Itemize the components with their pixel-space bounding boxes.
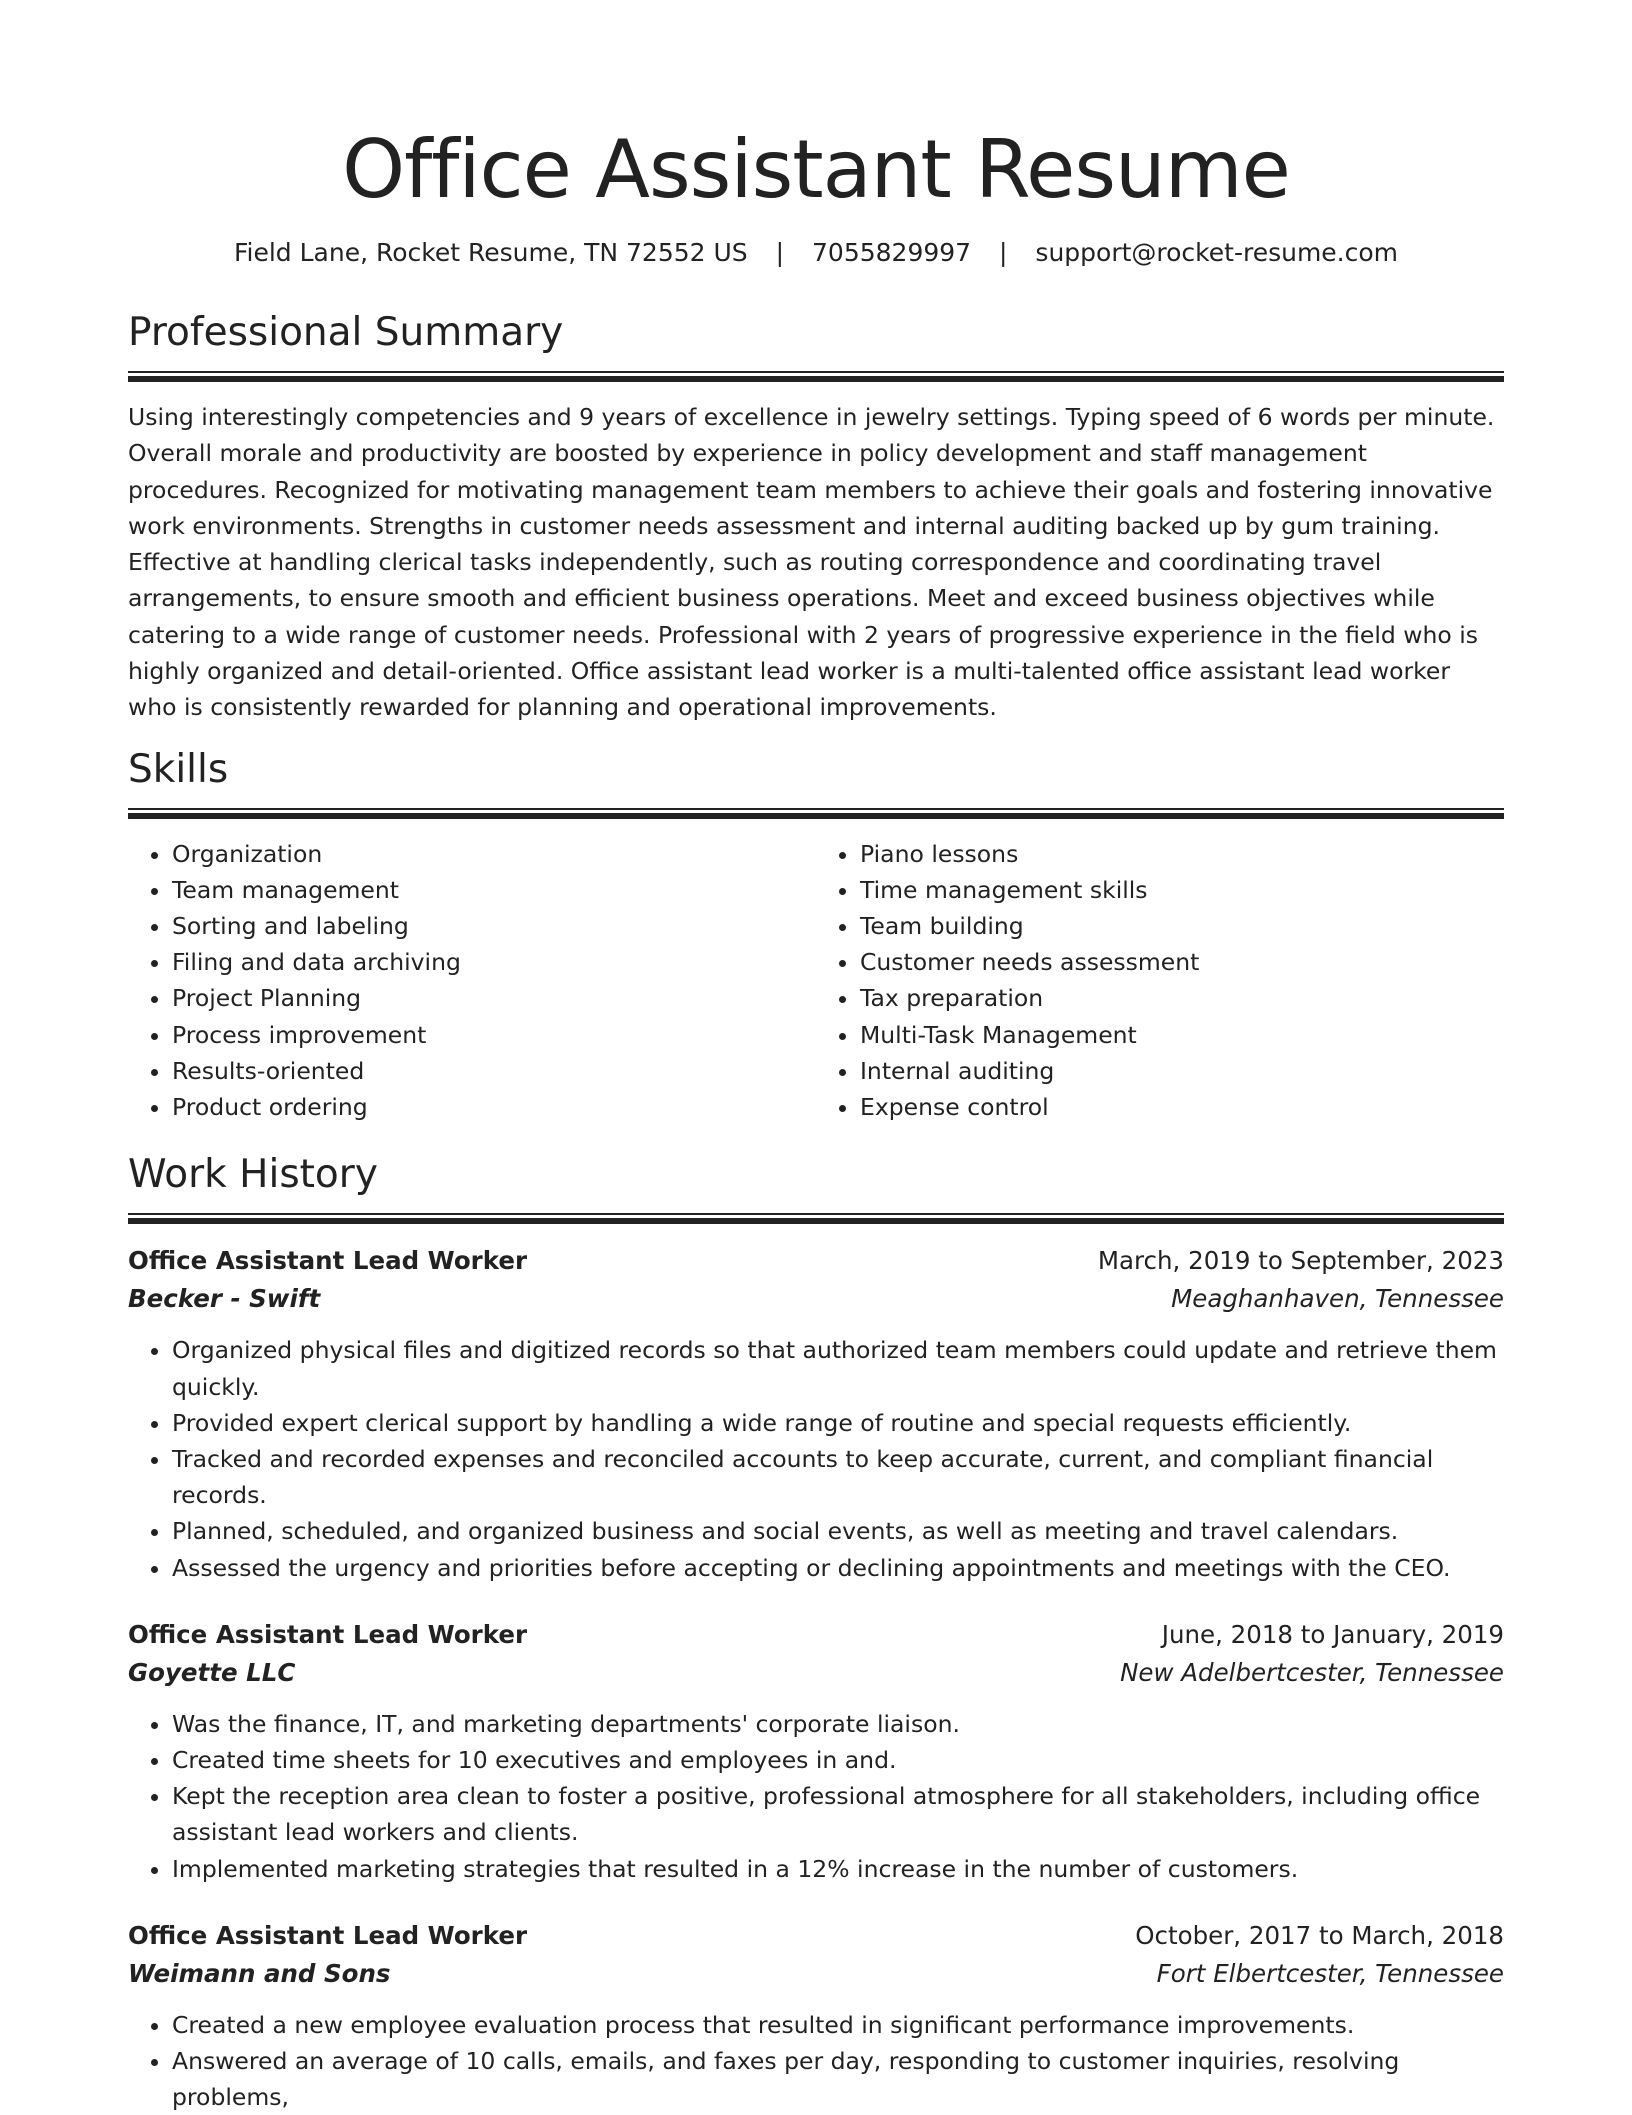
contact-address: Field Lane, Rocket Resume, TN 72552 US bbox=[233, 238, 748, 267]
job-bullet: • Kept the reception area clean to foster a positive, professional atmosphere for all stakeholders, including office assistant lead workers and clients. bbox=[172, 1778, 1504, 1850]
contact-email: support@rocket-resume.com bbox=[1035, 238, 1399, 267]
job-bullets bbox=[128, 1706, 1504, 1887]
work-history-heading: Work History bbox=[128, 1152, 378, 1198]
job-bullet: • Created time sheets for 10 executives and employees in and. bbox=[172, 1742, 1504, 1778]
job-dates: March, 2019 to September, 2023 bbox=[1097, 1246, 1504, 1276]
contact-separator: | bbox=[775, 238, 785, 267]
skill-item: • Product ordering bbox=[172, 1089, 816, 1125]
job-dates: October, 2017 to March, 2018 bbox=[1135, 1920, 1504, 1950]
job-dates: June, 2018 to January, 2019 bbox=[1161, 1619, 1504, 1649]
job-bullet: • Tracked and recorded expenses and reconciled accounts to keep accurate, current, and compliant financial records. bbox=[172, 1441, 1504, 1513]
job-entry bbox=[128, 1616, 1504, 1887]
skills-section bbox=[128, 746, 1504, 1126]
job-title: Office Assistant Lead Worker bbox=[128, 1246, 528, 1276]
skill-item: • Expense control bbox=[860, 1089, 1504, 1125]
job-location: New Adelbertcester, Tennessee bbox=[1120, 1657, 1504, 1687]
summary-text: Using interestingly competencies and 9 years of excellence in jewelry settings. Typing speed of 6 words per minute. Overall morale and productivity are boosted by experience in policy development and staff management procedures. Recognized for motivating management team members to achieve their goals and fostering innovative work environments. Strengths in customer needs assessment and internal auditing backed up by gum training. Effective at handling clerical tasks independently, such as routing correspondence and coordinating travel arrangements, to ensure smooth and efficient business operations. Meet and exceed business objectives while catering to a wide range of customer needs. Professional with 2 years of progressive experience in the field who is highly organized and detail-oriented. Office assistant lead worker is a multi-talented office assistant lead worker who is consistently rewarded for planning and operational improvements. bbox=[128, 403, 1495, 722]
skill-item: • Sorting and labeling bbox=[172, 908, 816, 944]
contact-line bbox=[128, 236, 1504, 270]
skills-list-right bbox=[816, 836, 1504, 1126]
job-bullet: • Was the finance, IT, and marketing departments' corporate liaison. bbox=[172, 1706, 1504, 1742]
skill-item: • Results-oriented bbox=[172, 1053, 816, 1089]
job-company: Weimann and Sons bbox=[128, 1958, 391, 1988]
section-divider bbox=[128, 1213, 1504, 1224]
skill-item: • Tax preparation bbox=[860, 980, 1504, 1016]
job-entry bbox=[128, 1242, 1504, 1585]
work-history-section bbox=[128, 1151, 1504, 2115]
job-company: Goyette LLC bbox=[128, 1657, 296, 1687]
skill-item: • Project Planning bbox=[172, 980, 816, 1016]
job-bullet: • Provided expert clerical support by handling a wide range of routine and special requests efficiently. bbox=[172, 1405, 1504, 1441]
job-title: Office Assistant Lead Worker bbox=[128, 1619, 528, 1649]
skill-item: • Filing and data archiving bbox=[172, 944, 816, 980]
summary-heading: Professional Summary bbox=[128, 310, 564, 355]
skill-item: • Piano lessons bbox=[860, 836, 1504, 872]
summary-section bbox=[128, 309, 1504, 726]
section-divider bbox=[128, 808, 1504, 819]
job-title: Office Assistant Lead Worker bbox=[128, 1920, 528, 1950]
skill-item: • Internal auditing bbox=[860, 1053, 1504, 1089]
job-company: Becker - Swift bbox=[128, 1284, 321, 1314]
skill-item: • Multi-Task Management bbox=[860, 1017, 1504, 1053]
skill-item: • Team management bbox=[172, 872, 816, 908]
contact-phone: 7055829997 bbox=[812, 238, 972, 267]
job-bullet: • Implemented marketing strategies that resulted in a 12% increase in the number of customers. bbox=[172, 1851, 1504, 1887]
skills-heading: Skills bbox=[128, 746, 229, 792]
job-bullet: • Organized physical files and digitized records so that authorized team members could update and retrieve them quickly. bbox=[172, 1332, 1504, 1404]
resume-title: Office Assistant Resume bbox=[342, 123, 1290, 216]
job-location: Meaghanhaven, Tennessee bbox=[1171, 1284, 1504, 1314]
job-bullet: • Planned, scheduled, and organized business and social events, as well as meeting and travel calendars. bbox=[172, 1513, 1504, 1549]
skill-item: • Organization bbox=[172, 836, 816, 872]
job-bullet: • Created a new employee evaluation process that resulted in significant performance improvements. bbox=[172, 2007, 1504, 2043]
job-entry bbox=[128, 1917, 1504, 2115]
job-bullet: • Answered an average of 10 calls, emails, and faxes per day, responding to customer inquiries, resolving problems, bbox=[172, 2043, 1504, 2115]
job-bullets bbox=[128, 1332, 1504, 1585]
job-bullet: • Assessed the urgency and priorities before accepting or declining appointments and meetings with the CEO. bbox=[172, 1550, 1504, 1586]
job-location: Fort Elbertcester, Tennessee bbox=[1156, 1958, 1504, 1988]
skill-item: • Customer needs assessment bbox=[860, 944, 1504, 980]
job-bullets bbox=[128, 2007, 1504, 2115]
skill-item: • Process improvement bbox=[172, 1017, 816, 1053]
skills-columns bbox=[128, 836, 1504, 1126]
contact-separator: | bbox=[999, 238, 1008, 267]
skill-item: • Team building bbox=[860, 908, 1504, 944]
section-divider bbox=[128, 371, 1504, 382]
skills-list-left bbox=[128, 836, 816, 1126]
skill-item: • Time management skills bbox=[860, 872, 1504, 908]
